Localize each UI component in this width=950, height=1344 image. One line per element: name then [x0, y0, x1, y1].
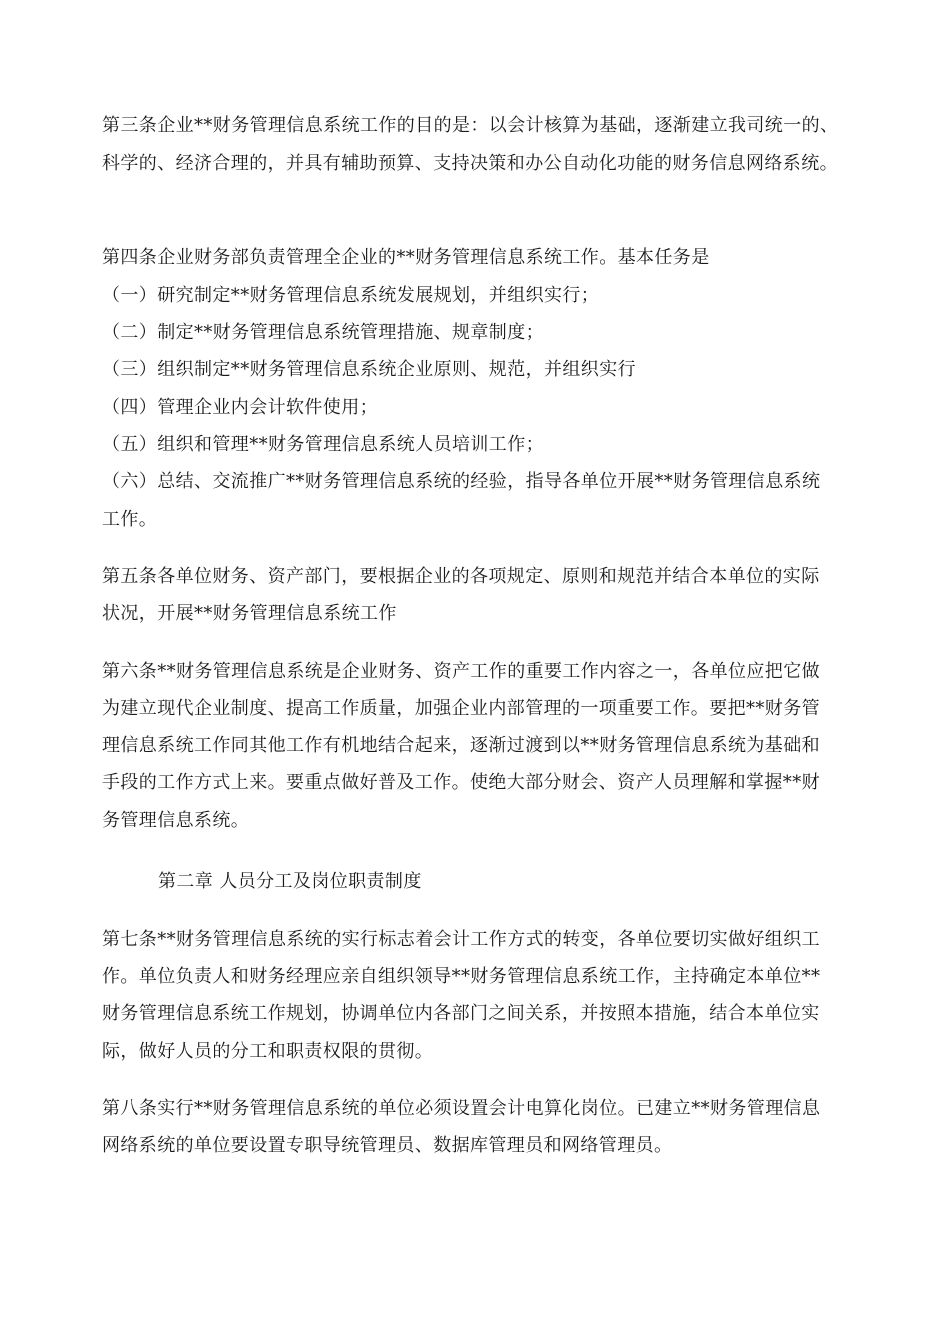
article-3-line-1: 第三条企业**财务管理信息系统工作的目的是：以会计核算为基础，逐渐建立我司统一的、: [102, 115, 839, 136]
article-8-line-1: 第八条实行**财务管理信息系统的单位必须设置会计电算化岗位。已建立**财务管理信息: [102, 1098, 821, 1119]
article-6-line-3: 理信息系统工作同其他工作有机地结合起来，逐渐过渡到以**财务管理信息系统为基础和: [102, 735, 820, 756]
article-4-item-5: （五）组织和管理**财务管理信息系统人员培训工作；: [102, 434, 544, 455]
article-6-line-4: 手段的工作方式上来。要重点做好普及工作。使绝大部分财会、资产人员理解和掌握**财: [102, 772, 820, 793]
chapter-2-heading: 第二章 人员分工及岗位职责制度: [158, 871, 422, 892]
article-7-line-3: 财务管理信息系统工作规划，协调单位内各部门之间关系，并按照本措施，结合本单位实: [102, 1003, 820, 1024]
article-4-item-1: （一）研究制定**财务管理信息系统发展规划，并组织实行；: [102, 285, 600, 306]
article-6-line-2: 为建立现代企业制度、提高工作质量，加强企业内部管理的一项重要工作。要把**财务管: [102, 698, 820, 719]
article-3-line-2: 科学的、经济合理的，并具有辅助预算、支持决策和办公自动化功能的财务信息网络系统。: [102, 153, 838, 174]
article-5-line-1: 第五条各单位财务、资产部门，要根据企业的各项规定、原则和规范并结合本单位的实际: [102, 566, 820, 587]
article-4-item-6-cont: 工作。: [102, 509, 158, 530]
article-4-item-2: （二）制定**财务管理信息系统管理措施、规章制度；: [102, 322, 544, 343]
article-6-line-5: 务管理信息系统。: [102, 810, 250, 831]
article-4-item-4: （四）管理企业内会计软件使用；: [102, 397, 378, 418]
article-7-line-4: 际，做好人员的分工和职责权限的贯彻。: [102, 1041, 434, 1062]
article-4-line-1: 第四条企业财务部负责管理全企业的**财务管理信息系统工作。基本任务是: [102, 247, 710, 268]
article-6-line-1: 第六条**财务管理信息系统是企业财务、资产工作的重要工作内容之一，各单位应把它做: [102, 661, 820, 682]
article-4-item-6: （六）总结、交流推广**财务管理信息系统的经验，指导各单位开展**财务管理信息系统: [102, 471, 821, 492]
article-7-line-1: 第七条**财务管理信息系统的实行标志着会计工作方式的转变，各单位要切实做好组织工: [102, 929, 820, 950]
article-7-line-2: 作。单位负责人和财务经理应亲自组织领导**财务管理信息系统工作，主持确定本单位**: [102, 966, 821, 987]
article-4-item-3: （三）组织制定**财务管理信息系统企业原则、规范，并组织实行: [102, 359, 636, 380]
article-8-line-2: 网络系统的单位要设置专职导统管理员、数据库管理员和网络管理员。: [102, 1135, 673, 1156]
article-5-line-2: 状况，开展**财务管理信息系统工作: [102, 603, 397, 624]
